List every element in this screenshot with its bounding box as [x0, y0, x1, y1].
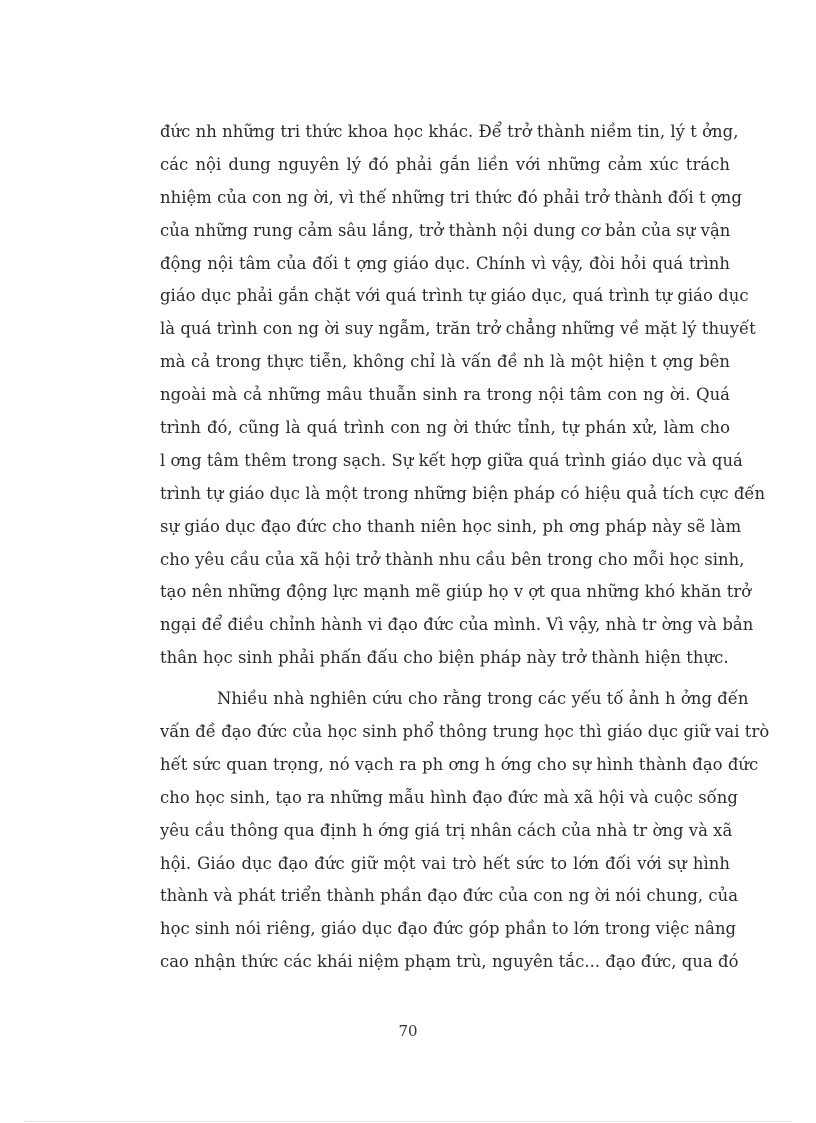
page-bottom-divider: [24, 1121, 792, 1122]
paragraph-1: [160, 116, 766, 675]
text-line: hội. Giáo dục đạo đức giữ một vai trò hết sức to lớn đối với sự hình: [160, 853, 730, 873]
text-line: trình tự giáo dục là một trong những biện pháp có hiệu quả tích cực đến: [160, 483, 766, 503]
text-line: nhiệm của con ng ời, vì thế những tri thức đó phải trở thành đối t ợng: [160, 187, 742, 207]
text-line: học sinh nói riêng, giáo dục đạo đức góp phần to lớn trong việc nâng: [160, 919, 737, 939]
text-line: Nhiều nhà nghiên cứu cho rằng trong các yếu tố ảnh h ởng đến: [217, 689, 749, 709]
text-line: các nội dung nguyên lý đó phải gắn liền với những cảm xúc trách: [160, 154, 730, 174]
text-line: tạo nên những động lực mạnh mẽ giúp họ v ợt qua những khó khăn trở: [160, 582, 752, 602]
text-line: cho học sinh, tạo ra những mẫu hình đạo đức mà xã hội và cuộc sống: [160, 787, 738, 807]
text-line: thân học sinh phải phấn đấu cho biện pháp này trở thành hiện thực.: [160, 648, 729, 668]
text-line: động nội tâm của đối t ợng giáo dục. Chính vì vậy, đòi hỏi quá trình: [160, 253, 730, 273]
text-line: yêu cầu thông qua định h ớng giá trị nhân cách của nhà tr ờng và xã: [160, 820, 733, 840]
text-line: thành và phát triển thành phần đạo đức của con ng ời nói chung, của: [160, 886, 739, 906]
text-line: mà cả trong thực tiễn, không chỉ là vấn đề nh là một hiện t ợng bên: [160, 352, 730, 372]
text-line: là quá trình con ng ời suy ngẫm, trăn trở chẳng những về mặt lý thuyết: [160, 319, 756, 339]
paragraph-2: [160, 683, 770, 979]
text-line: của những rung cảm sâu lắng, trở thành nội dung cơ bản của sự vận: [160, 220, 731, 240]
text-line: trình đó, cũng là quá trình con ng ời thức tỉnh, tự phán xử, làm cho: [160, 418, 730, 438]
text-line: sự giáo dục đạo đức cho thanh niên học sinh, ph ơng pháp này sẽ làm: [160, 516, 742, 536]
text-line: cho yêu cầu của xã hội trở thành nhu cầu bên trong cho mỗi học sinh,: [160, 549, 745, 569]
text-line: hết sức quan trọng, nó vạch ra ph ơng h ớng cho sự hình thành đạo đức: [160, 754, 759, 774]
page-number: 70: [398, 1022, 418, 1040]
body-text: [160, 116, 770, 979]
text-line: đức nh những tri thức khoa học khác. Để trở thành niềm tin, lý t ởng,: [160, 122, 739, 141]
text-line: ngoài mà cả những mâu thuẫn sinh ra trong nội tâm con ng ời. Quá: [160, 385, 730, 405]
text-line: giáo dục phải gắn chặt với quá trình tự giáo dục, quá trình tự giáo dục: [160, 286, 749, 306]
text-line: l ơng tâm thêm trong sạch. Sự kết hợp giữa quá trình giáo dục và quá: [160, 450, 743, 470]
text-line: vấn đề đạo đức của học sinh phổ thông trung học thì giáo dục giữ vai trò: [160, 722, 770, 742]
text-line: ngại để điều chỉnh hành vi đạo đức của mình. Vì vậy, nhà tr ờng và bản: [160, 615, 754, 635]
paragraph-spacer: [160, 675, 730, 683]
text-line: cao nhận thức các khái niệm phạm trù, nguyên tắc... đạo đức, qua đó: [160, 952, 739, 972]
